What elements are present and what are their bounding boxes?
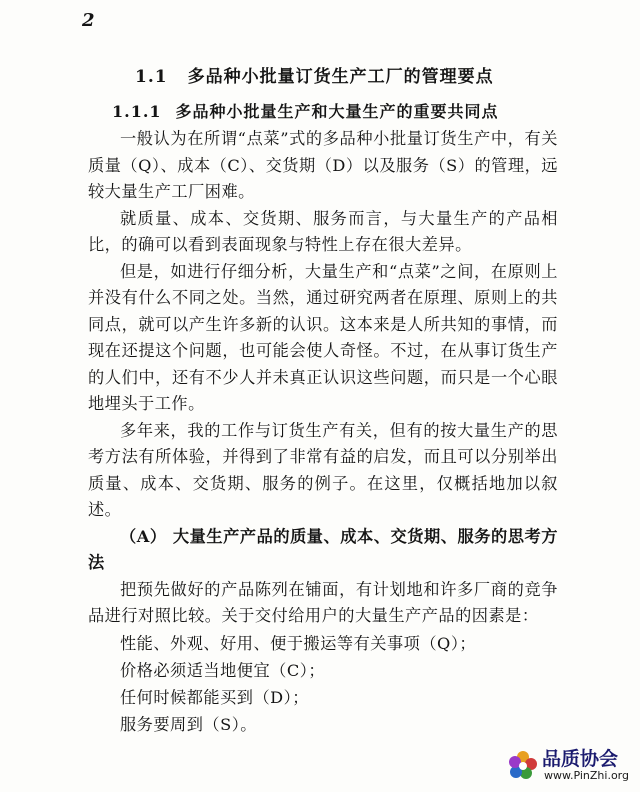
subsection-number: 1.1.1 <box>112 102 162 121</box>
heading-a: （A） 大量生产产品的质量、成本、交货期、服务的思考方法 <box>88 526 558 572</box>
section-number: 1.1 <box>135 67 168 87</box>
watermark-name: 品质协会 <box>542 748 619 770</box>
body-text <box>88 126 558 738</box>
flower-logo-icon <box>506 748 540 782</box>
paragraph-a: 把预先做好的产品陈列在铺面，有计划地和许多厂商的竞争品进行对照比较。关于交付给用户的大量生产产品的因素是： <box>88 579 558 625</box>
list-item: 性能、外观、好用、便于搬运等有关事项（Q）； <box>120 633 477 653</box>
paragraph: 就质量、成本、交货期、服务而言，与大量生产的产品相比，的确可以看到表面现象与特性上存在很大差异。 <box>88 208 558 254</box>
subsection-title <box>112 99 499 122</box>
list-item: 服务要周到（S）。 <box>120 714 257 734</box>
subsection-title-text: 多品种小批量生产和大量生产的重要共同点 <box>175 102 499 121</box>
list-item: 任何时候都能买到（D）； <box>120 687 309 707</box>
watermark-url: www.PinZhi.org <box>544 769 629 782</box>
section-title <box>135 62 494 87</box>
page-number: 2 <box>82 10 95 31</box>
list-item: 价格必须适当地便宜（C）； <box>120 660 326 680</box>
paragraph: 一般认为在所谓“点菜”式的多品种小批量订货生产中，有关质量（Q）、成本（C）、交货期（D）以及服务（S）的管理，远较大量生产工厂困难。 <box>88 129 558 201</box>
section-title-text: 多品种小批量订货生产工厂的管理要点 <box>187 67 494 87</box>
watermark <box>504 742 634 788</box>
paragraph: 但是，如进行仔细分析，大量生产和“点菜”之间，在原则上并没有什么不同之处。当然，通过研究两者在原理、原则上的共同点，就可以产生许多新的认识。这本来是人所共知的事情，而现在还提这个问题，也可能会使人奇怪。不过，在从事订货生产的人们中，还有不少人并未真正认识这些问题，而只是一个心眼地埋头于工作。 <box>88 261 558 413</box>
paragraph: 多年来，我的工作与订货生产有关，但有的按大量生产的思考方法有所体验，并得到了非常有益的启发，而且可以分别举出质量、成本、交货期、服务的例子。在这里，仅概括地加以叙述。 <box>88 420 558 519</box>
